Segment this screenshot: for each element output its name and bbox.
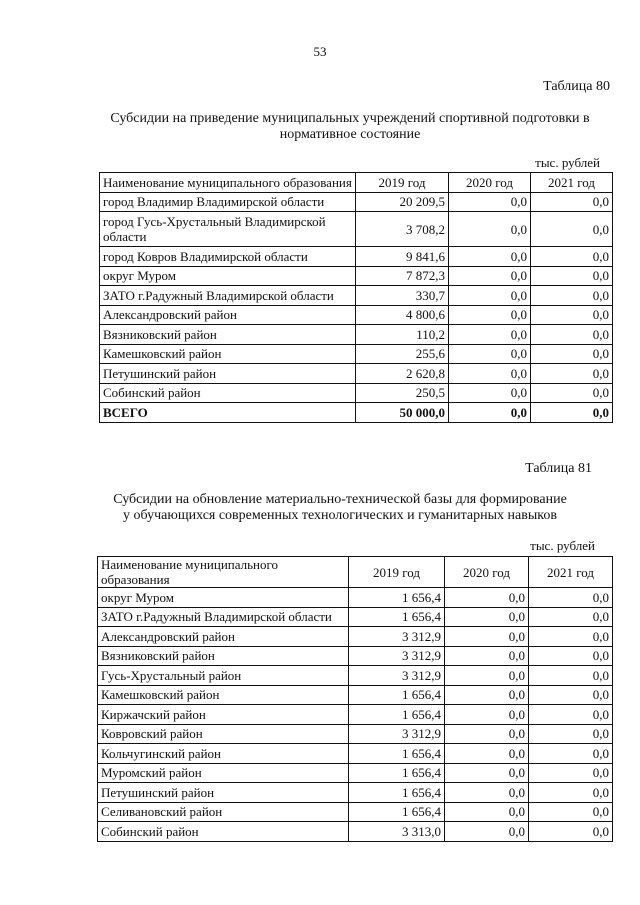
row-2020: 0,0 <box>449 383 531 403</box>
table-row <box>100 212 613 247</box>
row-2020: 0,0 <box>445 607 529 627</box>
row-2020: 0,0 <box>449 344 531 364</box>
row-2021: 0,0 <box>531 266 613 286</box>
total-2019: 50 000,0 <box>356 403 449 423</box>
row-2020: 0,0 <box>445 763 529 783</box>
row-2019: 110,2 <box>356 325 449 345</box>
row-2021: 0,0 <box>531 192 613 212</box>
row-2021: 0,0 <box>531 212 613 247</box>
row-name: ЗАТО г.Радужный Владимирской области <box>98 607 349 627</box>
row-name: Селивановский район <box>98 802 349 822</box>
row-name: Собинский район <box>98 822 349 842</box>
header-2021: 2021 год <box>529 557 613 588</box>
row-2021: 0,0 <box>531 325 613 345</box>
table-row <box>98 666 613 686</box>
table-row <box>98 724 613 744</box>
row-name: Вязниковский район <box>100 325 356 345</box>
row-name: Собинский район <box>100 383 356 403</box>
row-2021: 0,0 <box>529 588 613 608</box>
row-2020: 0,0 <box>445 627 529 647</box>
total-2020: 0,0 <box>449 403 531 423</box>
row-2019: 9 841,6 <box>356 247 449 267</box>
row-2020: 0,0 <box>449 305 531 325</box>
row-name: Петушинский район <box>100 364 356 384</box>
table-80-title-line1: Субсидии на приведение муниципальных учреждений спортивной подготовки в <box>110 111 590 126</box>
row-2021: 0,0 <box>529 646 613 666</box>
row-2019: 4 800,6 <box>356 305 449 325</box>
table-row <box>98 627 613 647</box>
row-2021: 0,0 <box>531 286 613 306</box>
row-2019: 1 656,4 <box>349 802 445 822</box>
table-row <box>100 383 613 403</box>
row-name: город Ковров Владимирской области <box>100 247 356 267</box>
row-2021: 0,0 <box>529 627 613 647</box>
row-2020: 0,0 <box>445 666 529 686</box>
row-2019: 1 656,4 <box>349 705 445 725</box>
row-2021: 0,0 <box>529 666 613 686</box>
row-2020: 0,0 <box>449 364 531 384</box>
table-80 <box>99 172 613 423</box>
row-2019: 3 708,2 <box>356 212 449 247</box>
row-2020: 0,0 <box>445 802 529 822</box>
table-total-row <box>100 403 613 423</box>
table-81-title-line1: Субсидии на обновление материально-технической базы для формирование <box>113 492 567 507</box>
row-2021: 0,0 <box>529 685 613 705</box>
row-2019: 1 656,4 <box>349 685 445 705</box>
row-name: город Владимир Владимирской области <box>100 192 356 212</box>
row-2019: 3 312,9 <box>349 627 445 647</box>
row-2021: 0,0 <box>531 305 613 325</box>
row-2020: 0,0 <box>445 783 529 803</box>
table-81-title <box>80 492 600 524</box>
row-2020: 0,0 <box>445 724 529 744</box>
row-2019: 20 209,5 <box>356 192 449 212</box>
row-2020: 0,0 <box>449 212 531 247</box>
row-2019: 1 656,4 <box>349 607 445 627</box>
row-name: Вязниковский район <box>98 646 349 666</box>
row-2021: 0,0 <box>529 705 613 725</box>
table-row <box>100 344 613 364</box>
header-name: Наименование муниципального образования <box>98 557 349 588</box>
total-label: ВСЕГО <box>100 403 356 423</box>
row-2019: 7 872,3 <box>356 266 449 286</box>
row-2019: 3 312,9 <box>349 724 445 744</box>
row-2021: 0,0 <box>529 724 613 744</box>
table-row <box>100 266 613 286</box>
row-name: Александровский район <box>98 627 349 647</box>
page-number: 53 <box>313 44 327 59</box>
row-name: Кольчугинский район <box>98 744 349 764</box>
table-row <box>98 705 613 725</box>
header-2019: 2019 год <box>349 557 445 588</box>
row-name: Петушинский район <box>98 783 349 803</box>
row-2021: 0,0 <box>529 763 613 783</box>
header-2021: 2021 год <box>531 173 613 193</box>
table-row <box>100 325 613 345</box>
table-80-title <box>60 111 640 143</box>
header-name: Наименование муниципального образования <box>100 173 356 193</box>
table-80-title-line2: нормативное состояние <box>279 127 421 142</box>
table-row <box>98 744 613 764</box>
row-name: Ковровский район <box>98 724 349 744</box>
row-2019: 3 312,9 <box>349 666 445 686</box>
row-name: Камешковский район <box>100 344 356 364</box>
table-80-header-row <box>100 173 613 193</box>
row-2020: 0,0 <box>445 705 529 725</box>
table-row <box>98 607 613 627</box>
table-row <box>100 364 613 384</box>
table-row <box>100 286 613 306</box>
row-2020: 0,0 <box>445 685 529 705</box>
header-2020: 2020 год <box>449 173 531 193</box>
row-2021: 0,0 <box>531 383 613 403</box>
row-2020: 0,0 <box>449 325 531 345</box>
row-2019: 3 312,9 <box>349 646 445 666</box>
table-81-title-line2: у обучающихся современных технологических и гуманитарных навыков <box>123 508 557 523</box>
row-2019: 1 656,4 <box>349 763 445 783</box>
table-row <box>98 802 613 822</box>
row-2021: 0,0 <box>531 364 613 384</box>
row-2020: 0,0 <box>449 286 531 306</box>
row-2021: 0,0 <box>531 247 613 267</box>
row-2019: 2 620,8 <box>356 364 449 384</box>
row-name: Камешковский район <box>98 685 349 705</box>
row-2019: 255,6 <box>356 344 449 364</box>
row-2021: 0,0 <box>529 607 613 627</box>
table-row <box>98 763 613 783</box>
header-2020: 2020 год <box>445 557 529 588</box>
row-name: Муромский район <box>98 763 349 783</box>
table-row <box>98 685 613 705</box>
row-2021: 0,0 <box>529 744 613 764</box>
row-2021: 0,0 <box>529 783 613 803</box>
row-2021: 0,0 <box>531 344 613 364</box>
row-2020: 0,0 <box>445 744 529 764</box>
table-81-units: тыс. рублей <box>530 538 595 553</box>
row-2020: 0,0 <box>445 588 529 608</box>
row-2021: 0,0 <box>529 822 613 842</box>
row-2020: 0,0 <box>445 646 529 666</box>
row-name: Киржачский район <box>98 705 349 725</box>
table-row <box>98 783 613 803</box>
row-2020: 0,0 <box>445 822 529 842</box>
row-name: Гусь-Хрустальный район <box>98 666 349 686</box>
row-name: ЗАТО г.Радужный Владимирской области <box>100 286 356 306</box>
row-2019: 1 656,4 <box>349 588 445 608</box>
row-2020: 0,0 <box>449 266 531 286</box>
table-row <box>98 822 613 842</box>
table-80-units: тыс. рублей <box>535 155 600 170</box>
row-name: Александровский район <box>100 305 356 325</box>
table-row <box>100 305 613 325</box>
total-2021: 0,0 <box>531 403 613 423</box>
row-2021: 0,0 <box>529 802 613 822</box>
table-row <box>100 192 613 212</box>
row-2020: 0,0 <box>449 192 531 212</box>
row-2020: 0,0 <box>449 247 531 267</box>
row-name: округ Муром <box>98 588 349 608</box>
table-81-label: Таблица 81 <box>525 461 592 476</box>
table-80-label: Таблица 80 <box>543 79 610 94</box>
row-2019: 3 313,0 <box>349 822 445 842</box>
table-81-header-row <box>98 557 613 588</box>
header-2019: 2019 год <box>356 173 449 193</box>
row-name: город Гусь-Хрустальный Владимирской области <box>100 212 356 247</box>
row-2019: 330,7 <box>356 286 449 306</box>
row-2019: 250,5 <box>356 383 449 403</box>
row-2019: 1 656,4 <box>349 783 445 803</box>
row-2019: 1 656,4 <box>349 744 445 764</box>
row-name: округ Муром <box>100 266 356 286</box>
table-81 <box>97 556 613 842</box>
table-row <box>98 588 613 608</box>
table-row <box>98 646 613 666</box>
table-row <box>100 247 613 267</box>
